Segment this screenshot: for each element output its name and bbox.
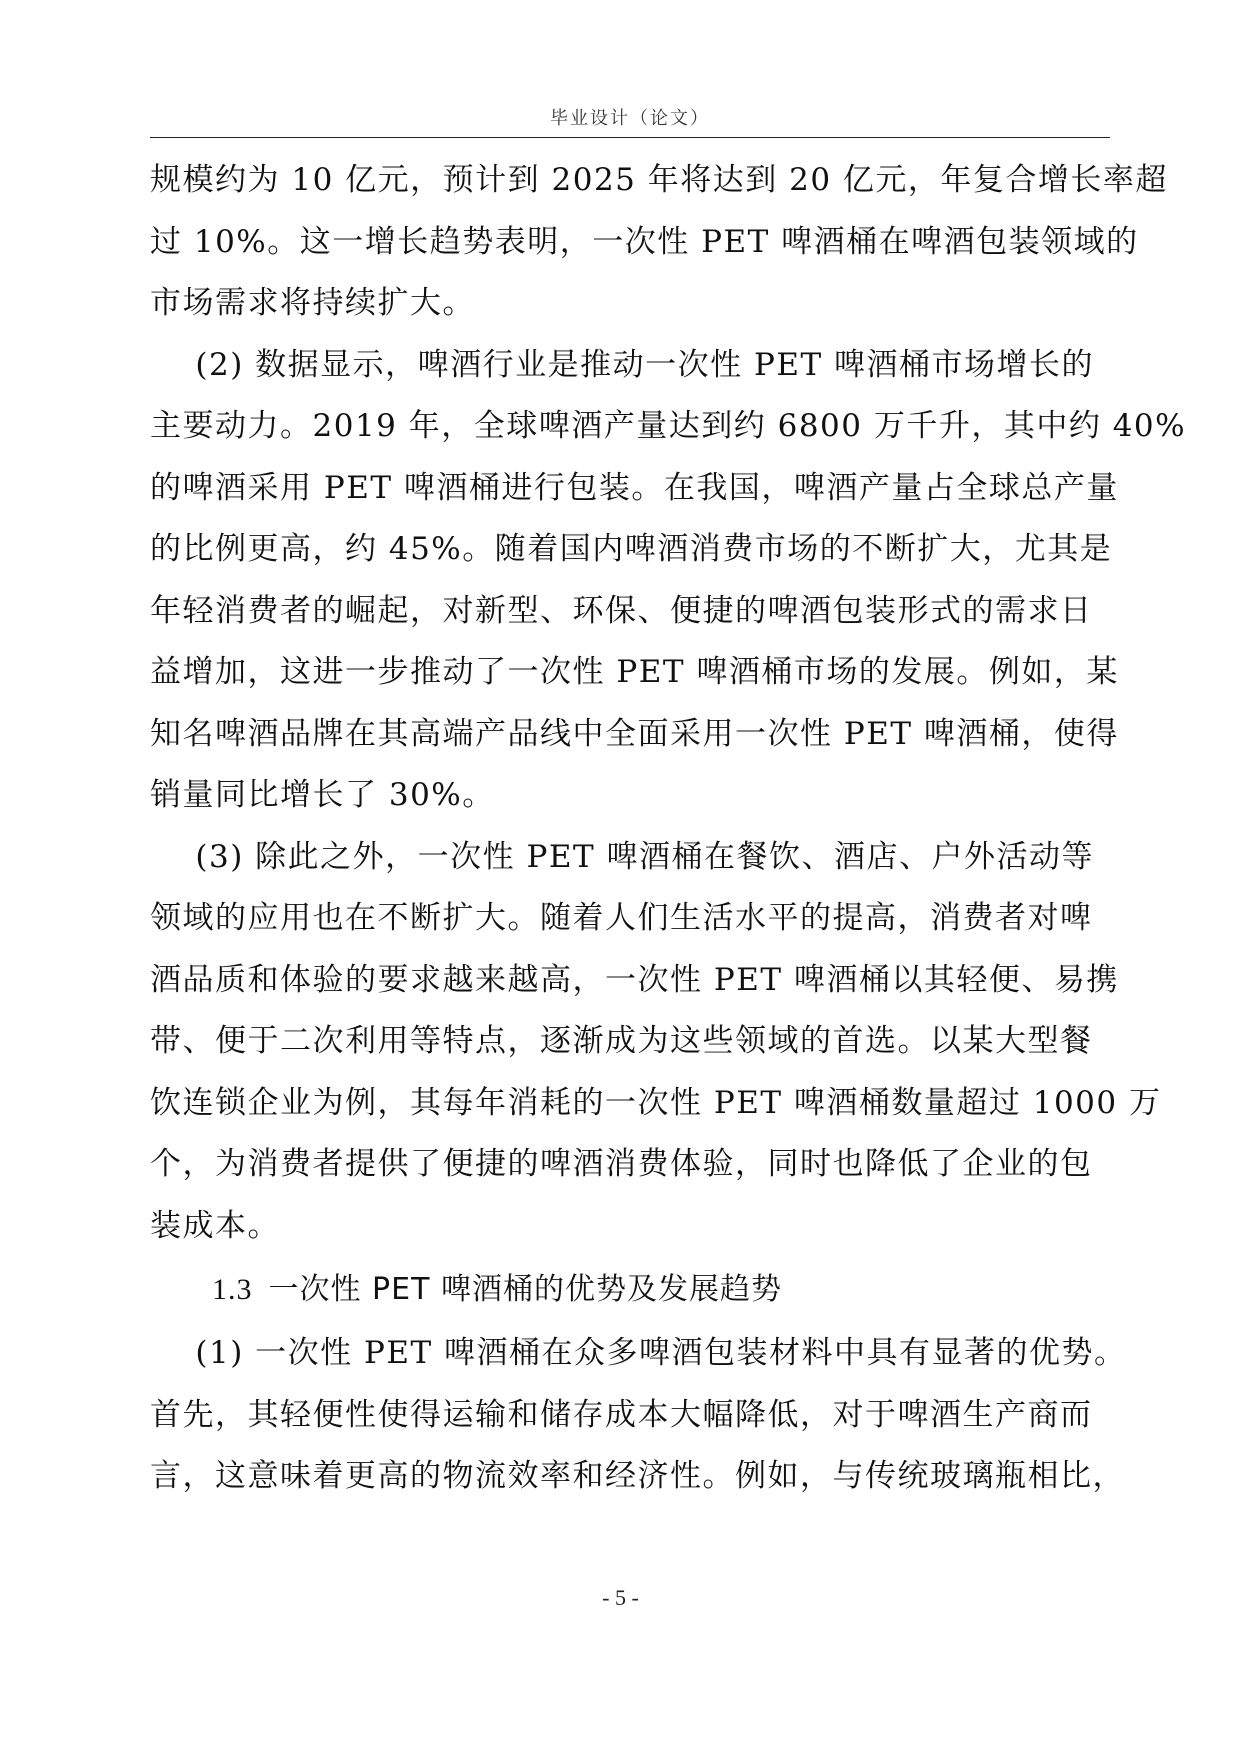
paragraph-3 (150, 827, 1162, 1258)
text-line: 带、便于二次利用等特点，逐渐成为这些领域的首选。以某大型餐 (150, 1023, 1093, 1059)
text-line: 益增加，这进一步推动了一次性 PET 啤酒桶市场的发展。例如，某 (150, 654, 1119, 690)
paragraph-2 (150, 335, 1187, 827)
section-title: 一次性 PET 啤酒桶的优势及发展趋势 (268, 1272, 782, 1307)
text-line: (2) 数据显示，啤酒行业是推动一次性 PET 啤酒桶市场增长的 (150, 346, 1095, 383)
text-line: 规模约为 10 亿元，预计到 2025 年将达到 20 亿元，年复合增长率超 (150, 162, 1168, 198)
text-line: 首先，其轻便性使得运输和储存成本大幅降低，对于啤酒生产商而 (150, 1396, 1093, 1433)
text-line: 言，这意味着更高的物流效率和经济性。例如，与传统玻璃瓶相比， (150, 1458, 1125, 1494)
section-heading (150, 1257, 1120, 1323)
text-line: 过 10%。这一增长趋势表明，一次性 PET 啤酒桶在啤酒包装领域的 (150, 223, 1139, 260)
text-line: 销量同比增长了 30%。 (150, 777, 495, 813)
header-divider (150, 137, 1110, 138)
text-line: (3) 除此之外，一次性 PET 啤酒桶在餐饮、酒店、户外活动等 (150, 838, 1095, 875)
text-line: 装成本。 (150, 1207, 280, 1244)
text-line: (1) 一次性 PET 啤酒桶在众多啤酒包装材料中具有显著的优势。 (150, 1335, 1127, 1371)
page-number: - 5 - (602, 1585, 639, 1610)
text-line: 知名啤酒品牌在其高端产品线中全面采用一次性 PET 啤酒桶，使得 (150, 715, 1119, 752)
paragraph-continued (150, 150, 1168, 335)
text-line: 的比例更高，约 45%。随着国内啤酒消费市场的不断扩大，尤其是 (150, 531, 1113, 567)
text-line: 个，为消费者提供了便捷的啤酒消费体验，同时也降低了企业的包 (150, 1146, 1093, 1182)
text-line: 的啤酒采用 PET 啤酒桶进行包装。在我国，啤酒产量占全球总产量 (150, 469, 1119, 506)
text-line: 领域的应用也在不断扩大。随着人们生活水平的提高，消费者对啤 (150, 900, 1093, 936)
running-header: 毕业设计（论文） (550, 108, 710, 129)
text-line: 主要动力。2019 年，全球啤酒产量达到约 6800 万千升，其中约 40% (150, 408, 1187, 444)
body-text (150, 150, 1187, 1508)
section-number: 1.3 (212, 1273, 253, 1306)
text-line: 年轻消费者的崛起，对新型、环保、便捷的啤酒包装形式的需求日 (150, 592, 1093, 629)
text-line: 酒品质和体验的要求越来越高，一次性 PET 啤酒桶以其轻便、易携 (150, 961, 1119, 998)
text-line: 饮连锁企业为例，其每年消耗的一次性 PET 啤酒桶数量超过 1000 万 (150, 1084, 1162, 1121)
paragraph-4 (150, 1323, 1127, 1508)
text-line: 市场需求将持续扩大。 (150, 285, 475, 321)
